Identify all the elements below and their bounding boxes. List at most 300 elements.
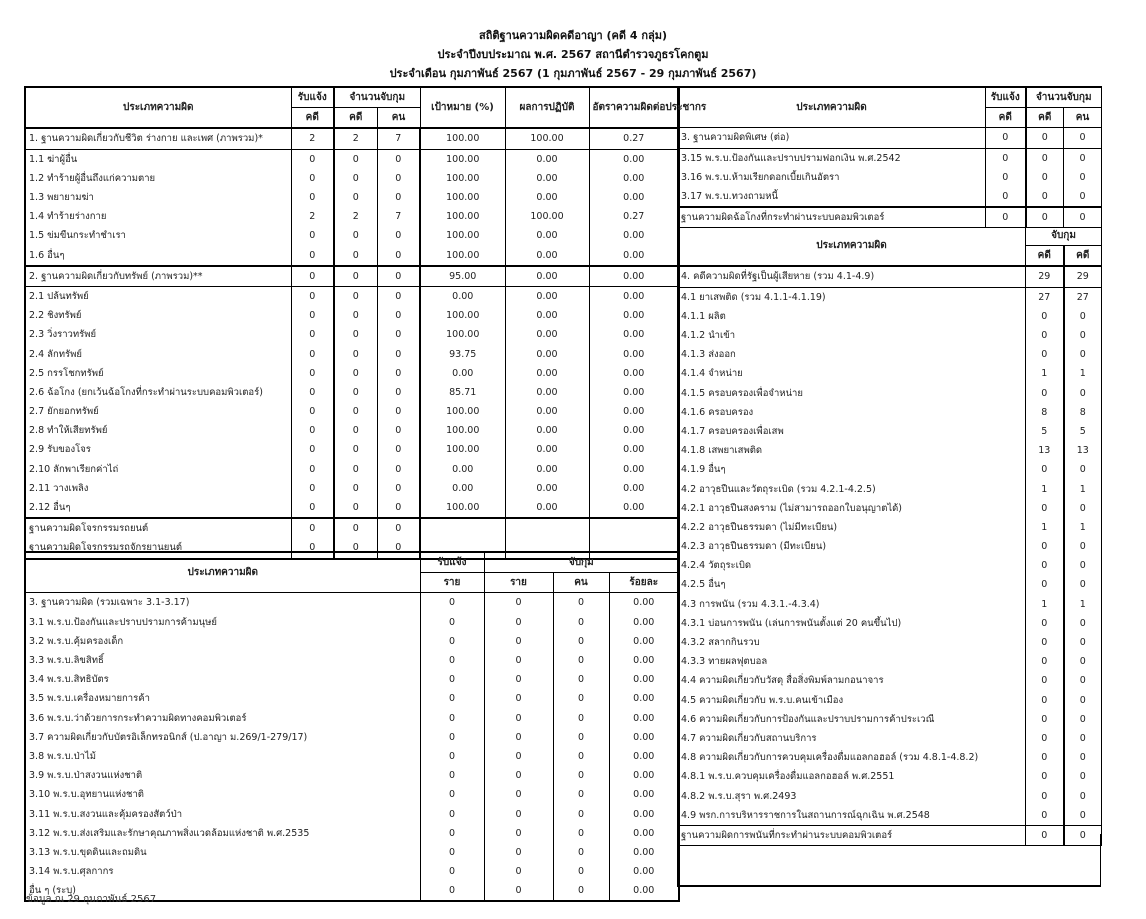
arrest-percent: 0.00 (609, 728, 679, 747)
arrested-cases: 0 (1026, 671, 1064, 690)
arrested-cases-2: 1 (1064, 518, 1102, 537)
offense-label: 4.1.9 อื่นๆ (678, 460, 1026, 479)
arrested-cases: 0 (334, 306, 377, 325)
arrested-cases: 0 (484, 651, 553, 670)
table-row (678, 364, 1102, 383)
arrested-cases: 0 (1026, 168, 1064, 187)
arrested-cases-2: 0 (1064, 710, 1102, 729)
arrested-persons: 0 (377, 440, 420, 459)
reported-cases: 0 (420, 824, 484, 843)
arrested-cases: 0 (484, 881, 553, 901)
result-value: 0.00 (505, 344, 589, 363)
result-value: 0.00 (505, 149, 589, 169)
arrested-cases: 0 (1026, 326, 1064, 345)
header-arrested-case: คดี (1026, 246, 1064, 267)
result-value: 0.00 (505, 479, 589, 498)
offense-label: 2.7 ยักยอกทรัพย์ (25, 402, 291, 421)
offense-label: 4.3 การพนัน (รวม 4.3.1.-4.3.4) (678, 595, 1026, 614)
rate-per-population: 0.00 (589, 169, 679, 188)
arrested-cases: 0 (484, 593, 553, 613)
reported-cases: 0 (291, 479, 334, 498)
reported-cases: 0 (420, 804, 484, 823)
arrested-persons: 0 (553, 613, 609, 632)
target-percent: 100.00 (420, 246, 505, 266)
arrested-cases: 0 (1026, 748, 1064, 767)
offense-label: 1.2 ทำร้ายผู้อื่นถึงแก่ความตาย (25, 169, 291, 188)
table-row (678, 460, 1102, 479)
arrested-persons: 0 (553, 651, 609, 670)
offense-label: 3.6 พ.ร.บ.ว่าด้วยการกระทำความผิดทางคอมพิวเตอร์ (25, 709, 420, 728)
target-percent: 100.00 (420, 207, 505, 226)
header-reported-case: คดี (291, 108, 334, 129)
arrested-cases: 1 (1026, 479, 1064, 498)
table-row (678, 384, 1102, 403)
offense-label: 1.4 ทำร้ายร่างกาย (25, 207, 291, 226)
arrested-cases-2: 0 (1064, 384, 1102, 403)
header-arrested-unit: ราย (484, 573, 553, 593)
offense-label: 4.1.8 เสพยาเสพติด (678, 441, 1026, 460)
result-value: 0.00 (505, 169, 589, 188)
arrested-cases: 0 (334, 344, 377, 363)
offense-label: 3.13 พ.ร.บ.ขุดดินและถมดิน (25, 843, 420, 862)
offense-label: 2.8 ทำให้เสียทรัพย์ (25, 421, 291, 440)
arrested-cases: 0 (334, 325, 377, 344)
rate-per-population: 0.00 (589, 498, 679, 518)
arrested-cases-2: 0 (1064, 691, 1102, 710)
arrested-persons: 0 (1064, 207, 1102, 228)
table-row (25, 402, 679, 421)
reported-cases: 0 (291, 325, 334, 344)
arrested-persons: 0 (553, 824, 609, 843)
arrested-cases: 0 (1026, 537, 1064, 556)
result-value: 0.00 (505, 226, 589, 245)
arrested-cases: 0 (334, 479, 377, 498)
table-row (25, 149, 679, 169)
arrested-cases: 0 (1026, 806, 1064, 826)
arrested-cases-2: 13 (1064, 441, 1102, 460)
arrest-percent: 0.00 (609, 862, 679, 881)
target-percent: 93.75 (420, 344, 505, 363)
arrested-cases: 5 (1026, 422, 1064, 441)
arrested-cases: 0 (1026, 652, 1064, 671)
offense-label: 4.2 อาวุธปืนและวัตถุระเบิด (รวม 4.2.1-4.2.5) (678, 479, 1026, 498)
header-arrested: จับกุม (484, 552, 679, 573)
arrested-cases: 2 (334, 207, 377, 226)
table-row (25, 804, 679, 823)
rate-per-population: 0.00 (589, 226, 679, 245)
offense-label: 4.1.4 จำหน่าย (678, 364, 1026, 383)
offense-label: 3.4 พ.ร.บ.สิทธิบัตร (25, 670, 420, 689)
result-value: 0.00 (505, 188, 589, 207)
reported-cases: 0 (291, 498, 334, 518)
reported-cases: 0 (986, 187, 1026, 207)
report-subtitle-month: ประจำเดือน กุมภาพันธ์ 2567 (1 กุมภาพันธ์ 2567 - 29 กุมภาพันธ์ 2567) (389, 67, 757, 80)
arrested-cases-2: 1 (1064, 364, 1102, 383)
arrested-cases-2: 0 (1064, 786, 1102, 805)
offense-label: ฐานความผิดโจรกรรมรถยนต์ (25, 518, 291, 538)
table-row (678, 207, 1102, 228)
arrested-persons: 0 (377, 421, 420, 440)
header-reported-unit: ราย (420, 573, 484, 593)
arrested-persons: 0 (377, 226, 420, 245)
arrest-percent: 0.00 (609, 651, 679, 670)
target-percent: 0.00 (420, 479, 505, 498)
arrested-persons: 0 (553, 709, 609, 728)
result-value: 0.00 (505, 402, 589, 421)
offense-label: 4.1.1 ผลิต (678, 307, 1026, 326)
arrested-cases: 0 (1026, 207, 1064, 228)
table-row (678, 767, 1102, 786)
arrested-cases: 0 (334, 286, 377, 306)
arrested-cases: 29 (1026, 266, 1064, 287)
arrest-percent: 0.00 (609, 843, 679, 862)
result-value: 0.00 (505, 498, 589, 518)
rate-per-population: 0.00 (589, 402, 679, 421)
reported-cases: 0 (420, 881, 484, 901)
reported-cases: 0 (420, 651, 484, 670)
arrested-cases-2: 0 (1064, 671, 1102, 690)
table-row (678, 168, 1102, 187)
rate-per-population: 0.00 (589, 383, 679, 402)
arrested-persons: 0 (553, 632, 609, 651)
reported-cases: 0 (420, 593, 484, 613)
reported-cases: 0 (291, 188, 334, 207)
offense-label: 3.15 พ.ร.บ.ป้องกันและปราบปรามฟอกเงิน พ.ศ.2542 (678, 148, 986, 168)
reported-cases: 2 (291, 207, 334, 226)
table-row (25, 747, 679, 766)
offense-label: 3.14 พ.ร.บ.ศุลกากร (25, 862, 420, 881)
arrested-cases-2: 29 (1064, 266, 1102, 287)
result-value: 0.00 (505, 440, 589, 459)
rate-per-population: 0.00 (589, 306, 679, 325)
table-row (678, 345, 1102, 364)
reported-cases: 0 (291, 344, 334, 363)
reported-cases: 0 (420, 785, 484, 804)
table-row (25, 421, 679, 440)
offense-label: 3.17 พ.ร.บ.ทวงถามหนี้ (678, 187, 986, 207)
arrested-cases: 0 (334, 246, 377, 266)
table-row (25, 728, 679, 747)
offense-label: 2.5 กรรโชกทรัพย์ (25, 364, 291, 383)
table-row (25, 843, 679, 862)
header-rate: อัตราความผิดต่อประชากร (589, 87, 679, 128)
header-arrested: จำนวนจับกุม (334, 87, 420, 108)
reported-cases: 0 (291, 518, 334, 538)
reported-cases: 0 (420, 689, 484, 708)
reported-cases: 0 (420, 862, 484, 881)
reported-cases: 0 (420, 747, 484, 766)
arrested-cases: 0 (334, 460, 377, 479)
arrested-persons: 0 (1064, 128, 1102, 148)
arrested-persons: 0 (377, 188, 420, 207)
arrested-cases: 1 (1026, 518, 1064, 537)
arrested-persons: 0 (1064, 148, 1102, 168)
table-row (25, 440, 679, 459)
table-row (25, 266, 679, 287)
arrested-cases: 0 (1026, 710, 1064, 729)
arrested-cases: 0 (1026, 384, 1064, 403)
crime-stats-table-group-3 (24, 551, 680, 902)
target-percent: 100.00 (420, 128, 505, 149)
arrested-cases-2: 0 (1064, 556, 1102, 575)
header-arrested-case: คดี (1026, 108, 1064, 128)
offense-label: 4.5 ความผิดเกี่ยวกับ พ.ร.บ.คนเข้าเมือง (678, 691, 1026, 710)
reported-cases: 0 (420, 709, 484, 728)
offense-label: 4.1 ยาเสพติด (รวม 4.1.1-4.1.19) (678, 287, 1026, 307)
crime-stats-table-group-4 (677, 226, 1102, 846)
arrested-persons: 0 (377, 518, 420, 538)
arrested-cases: 0 (484, 632, 553, 651)
result-value: 0.00 (505, 421, 589, 440)
target-percent: 100.00 (420, 169, 505, 188)
table-row (678, 595, 1102, 614)
offense-label: 1.1 ฆ่าผู้อื่น (25, 149, 291, 169)
arrested-persons: 0 (377, 266, 420, 287)
arrested-persons: 0 (553, 785, 609, 804)
offense-label: 4.3.3 ทายผลฟุตบอล (678, 652, 1026, 671)
target-percent: 0.00 (420, 286, 505, 306)
table-row (678, 287, 1102, 307)
arrested-cases: 8 (1026, 403, 1064, 422)
arrested-persons: 0 (377, 479, 420, 498)
arrested-persons: 0 (553, 747, 609, 766)
header-target: เป้าหมาย (%) (420, 87, 505, 128)
offense-label: 3. ฐานความผิดพิเศษ (ต่อ) (678, 128, 986, 148)
header-result: ผลการปฏิบัติ (505, 87, 589, 128)
arrested-cases-2: 0 (1064, 825, 1102, 845)
table-row (678, 266, 1102, 287)
offense-label: 4.2.5 อื่นๆ (678, 575, 1026, 594)
arrest-percent: 0.00 (609, 785, 679, 804)
rate-per-population: 0.00 (589, 266, 679, 287)
table-row (678, 556, 1102, 575)
rate-per-population: 0.00 (589, 325, 679, 344)
arrested-cases: 0 (1026, 767, 1064, 786)
table-row (678, 614, 1102, 633)
arrested-cases: 0 (334, 383, 377, 402)
arrested-cases-2: 0 (1064, 614, 1102, 633)
offense-label: 3.9 พ.ร.บ.ป่าสงวนแห่งชาติ (25, 766, 420, 785)
offense-label: 1.6 อื่นๆ (25, 246, 291, 266)
table-row (678, 518, 1102, 537)
header-arrested-person: คน (553, 573, 609, 593)
table-row (25, 689, 679, 708)
reported-cases: 0 (291, 538, 334, 558)
offense-label: 3. ฐานความผิด (รวมเฉพาะ 3.1-3.17) (25, 593, 420, 613)
arrested-persons: 0 (377, 149, 420, 169)
table-row (25, 479, 679, 498)
offense-label: 2.11 วางเพลิง (25, 479, 291, 498)
reported-cases: 0 (291, 149, 334, 169)
reported-cases: 0 (420, 670, 484, 689)
table-row (25, 169, 679, 188)
arrested-cases: 13 (1026, 441, 1064, 460)
target-percent: 0.00 (420, 460, 505, 479)
table-row (25, 518, 679, 538)
reported-cases: 0 (986, 128, 1026, 148)
offense-label: 4.3.1 บ่อนการพนัน (เล่นการพนันตั้งแต่ 20 คนขึ้นไป) (678, 614, 1026, 633)
offense-label: 4.2.2 อาวุธปืนธรรมดา (ไม่มีทะเบียน) (678, 518, 1026, 537)
arrested-cases: 0 (484, 843, 553, 862)
arrested-cases: 0 (484, 613, 553, 632)
rate-per-population: 0.00 (589, 364, 679, 383)
reported-cases: 0 (291, 169, 334, 188)
arrested-persons: 0 (553, 670, 609, 689)
arrest-percent: 0.00 (609, 747, 679, 766)
result-value: 0.00 (505, 306, 589, 325)
arrested-cases: 0 (484, 824, 553, 843)
report-titles (0, 26, 1146, 83)
table-row (25, 344, 679, 363)
table-row (678, 403, 1102, 422)
header-offense-type: ประเภทความผิด (678, 226, 1026, 266)
table-row (25, 364, 679, 383)
result-value: 0.00 (505, 383, 589, 402)
arrested-persons: 0 (1064, 187, 1102, 207)
offense-label: 3.12 พ.ร.บ.ส่งเสริมและรักษาคุณภาพสิ่งแวดล้อมแห่งชาติ พ.ศ.2535 (25, 824, 420, 843)
table-row (678, 128, 1102, 148)
arrest-percent: 0.00 (609, 670, 679, 689)
offense-label: 3.3 พ.ร.บ.ลิขสิทธิ์ (25, 651, 420, 670)
arrested-cases: 0 (334, 266, 377, 287)
header-reported: รับแจ้ง (291, 87, 334, 108)
offense-label: 1.5 ข่มขืนกระทำชำเรา (25, 226, 291, 245)
table-row (25, 593, 679, 613)
table-row (678, 326, 1102, 345)
table-row (678, 307, 1102, 326)
rate-per-population: 0.00 (589, 421, 679, 440)
offense-label: ฐานความผิดการพนันที่กระทำผ่านระบบคอมพิวเตอร์ (678, 825, 1026, 845)
arrested-persons: 0 (377, 402, 420, 421)
arrested-cases: 1 (1026, 595, 1064, 614)
arrested-persons: 0 (377, 325, 420, 344)
table-row (678, 710, 1102, 729)
arrested-persons: 0 (377, 498, 420, 518)
table-row (25, 651, 679, 670)
offense-label: 2.6 ฉ้อโกง (ยกเว้นฉ้อโกงที่กระทำผ่านระบบคอมพิวเตอร์) (25, 383, 291, 402)
table-row (678, 748, 1102, 767)
offense-label: 3.11 พ.ร.บ.สงวนและคุ้มครองสัตว์ป่า (25, 804, 420, 823)
arrested-cases-2: 27 (1064, 287, 1102, 307)
arrested-cases-2: 0 (1064, 307, 1102, 326)
table-row (25, 383, 679, 402)
arrest-percent: 0.00 (609, 632, 679, 651)
offense-label: 4.3.2 สลากกินรวบ (678, 633, 1026, 652)
offense-label: 4.1.7 ครอบครองเพื่อเสพ (678, 422, 1026, 441)
offense-label: 1.3 พยายามฆ่า (25, 188, 291, 207)
table-row (25, 670, 679, 689)
reported-cases: 0 (420, 632, 484, 651)
header-reported-case: คดี (986, 108, 1026, 128)
arrested-cases: 0 (334, 364, 377, 383)
arrested-persons: 0 (377, 306, 420, 325)
offense-label: 4.2.4 วัตถุระเบิด (678, 556, 1026, 575)
arrested-cases: 0 (334, 440, 377, 459)
table-row (25, 460, 679, 479)
target-percent: 85.71 (420, 383, 505, 402)
arrested-persons: 0 (377, 169, 420, 188)
rate-per-population: 0.00 (589, 246, 679, 266)
table-row (678, 671, 1102, 690)
table-row (25, 306, 679, 325)
arrested-persons: 0 (377, 286, 420, 306)
table-row (678, 575, 1102, 594)
arrest-percent: 0.00 (609, 593, 679, 613)
arrested-cases: 0 (1026, 633, 1064, 652)
reported-cases: 0 (986, 207, 1026, 228)
arrested-persons: 0 (553, 766, 609, 785)
table-row (25, 824, 679, 843)
target-percent: 100.00 (420, 188, 505, 207)
table-row (25, 709, 679, 728)
arrested-cases-2: 0 (1064, 537, 1102, 556)
offense-label: 2.12 อื่นๆ (25, 498, 291, 518)
offense-label: อื่น ๆ (ระบุ) (25, 881, 420, 901)
arrest-percent: 0.00 (609, 766, 679, 785)
target-percent (420, 518, 505, 538)
table-row (25, 498, 679, 518)
offense-label: 4.1.6 ครอบครอง (678, 403, 1026, 422)
offense-label: 3.7 ความผิดเกี่ยวกับบัตรอิเล็กทรอนิกส์ (ป.อาญา ม.269/1-279/17) (25, 728, 420, 747)
arrested-cases: 0 (484, 785, 553, 804)
header-arrested-case-2: คดี (1064, 246, 1102, 267)
offense-label: 3.5 พ.ร.บ.เครื่องหมายการค้า (25, 689, 420, 708)
target-percent: 100.00 (420, 226, 505, 245)
reported-cases: 0 (420, 766, 484, 785)
table-row (25, 286, 679, 306)
table-row (678, 187, 1102, 207)
rate-per-population: 0.00 (589, 460, 679, 479)
report-title: สถิติฐานความผิดคดีอาญา (คดี 4 กลุ่ม) (478, 29, 668, 42)
rate-per-population: 0.00 (589, 286, 679, 306)
offense-label: 4.1.5 ครอบครองเพื่อจำหน่าย (678, 384, 1026, 403)
arrested-cases: 0 (1026, 825, 1064, 845)
arrested-cases: 0 (334, 538, 377, 558)
arrested-cases: 27 (1026, 287, 1064, 307)
target-percent: 100.00 (420, 440, 505, 459)
arrested-persons: 0 (553, 843, 609, 862)
empty-area (677, 834, 1101, 887)
result-value (505, 518, 589, 538)
reported-cases: 0 (420, 613, 484, 632)
offense-label: 3.8 พ.ร.บ.ป่าไม้ (25, 747, 420, 766)
header-arrested: จับกุม (1026, 226, 1102, 246)
arrested-cases-2: 1 (1064, 595, 1102, 614)
arrested-cases: 0 (1026, 307, 1064, 326)
arrested-persons: 7 (377, 207, 420, 226)
header-arrested-person: คน (1064, 108, 1102, 128)
offense-label: 2.4 ลักทรัพย์ (25, 344, 291, 363)
rate-per-population: 0.00 (589, 344, 679, 363)
table-row (678, 786, 1102, 805)
arrested-cases: 0 (484, 804, 553, 823)
arrested-cases: 0 (1026, 187, 1064, 207)
header-offense-type: ประเภทความผิด (25, 87, 291, 128)
arrested-cases: 0 (334, 421, 377, 440)
arrested-cases: 0 (334, 169, 377, 188)
target-percent: 100.00 (420, 498, 505, 518)
table-row (678, 422, 1102, 441)
reported-cases: 0 (986, 148, 1026, 168)
rate-per-population: 0.27 (589, 128, 679, 149)
offense-label: 2.1 ปล้นทรัพย์ (25, 286, 291, 306)
arrested-cases: 0 (1026, 499, 1064, 518)
arrested-cases: 0 (484, 766, 553, 785)
arrested-cases: 0 (334, 226, 377, 245)
arrested-cases: 0 (484, 670, 553, 689)
arrested-cases: 0 (1026, 691, 1064, 710)
report-subtitle-year: ประจำปีงบประมาณ พ.ศ. 2567 สถานีตำรวจภูธรโคกตูม (437, 48, 709, 61)
